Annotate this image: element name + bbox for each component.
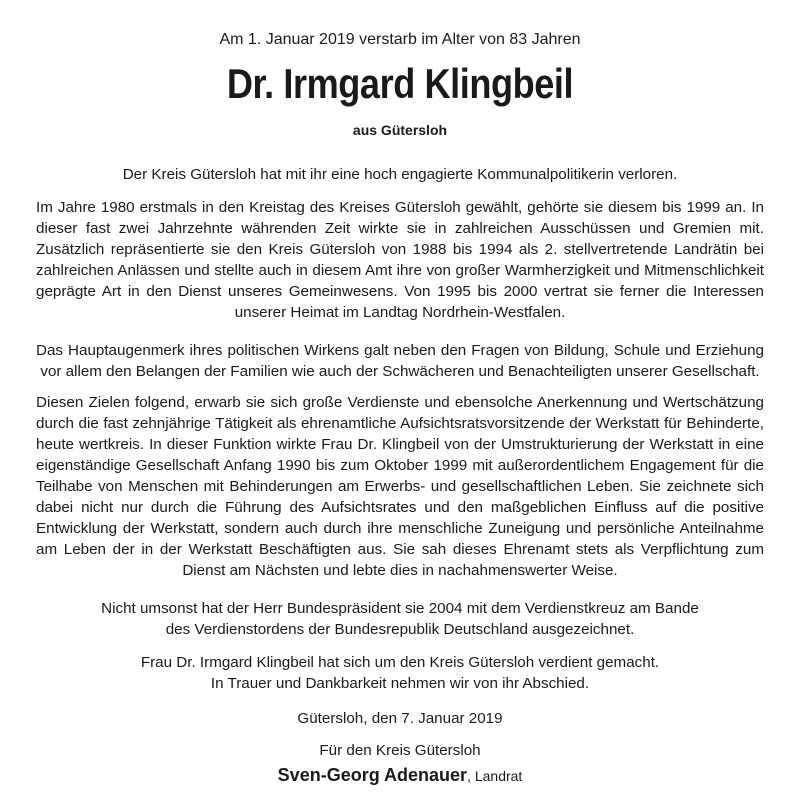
tribute-paragraph-career: Im Jahre 1980 erstmals in den Kreistag des Kreises Gütersloh gewählt, gehörte sie diesem bis 1999 an. In dieser fast zwei Jahrzehnte währenden Zeit wirkte sie in zahlreichen Ausschüssen und Gremien mit. Zusätzlich repräsentierte sie den Kreis Gütersloh von 1988 bis 1994 als 2. stellvertretende Landrätin bei zahlreichen Anlässen und stellte auch in diesem Amt ihre von großer Warmherzigkeit und Mitmenschlichkeit geprägte Art in den Dienst unseres Gemeinwesens. Von 1995 bis 2000 vertrat sie ferner die Interessen unserer Heimat im Landtag Nordrhein-Westfalen. xyxy=(36,199,764,321)
tribute-paragraph-intro: Der Kreis Gütersloh hat mit ihr eine hoch engagierte Kommunalpolitikerin verloren. xyxy=(122,166,678,183)
award-line-1: Nicht umsonst hat der Herr Bundespräsident sie 2004 mit dem Verdienstkreuz am Bande xyxy=(101,600,699,617)
signature-block xyxy=(0,762,800,790)
tribute-paragraph-volunteer: Diesen Zielen folgend, erwarb sie sich große Verdienste und ebensolche Anerkennung und Wertschätzung durch die fast zehnjährige Tätigkeit als ehrenamtliche Aufsichtsratsvorsitzende der Werkstatt für Behinderte, heute wertkreis. In dieser Funktion wirkte Frau Dr. Klingbeil von der Umstrukturierung der Werkstatt in eine eigenständige Gesellschaft Anfang 1990 bis zum Oktober 1999 mit außerordentlichem Engagement für die Teilhabe von Menschen mit Behinderungen am Erwerbs- und gesellschaftlichen Leben. Sie zeichnete sich dabei nicht nur durch die Führung des Aufsichtsrates und den maßgeblichen Einfluss auf die positive Entwicklung der Werkstatt, sondern auch durch ihre menschliche Zuneigung und persönliche Anteilnahme am Leben der in der Werkstatt Beschäftigten aus. Sie sah dieses Ehrenamt stets als Verpflichtung zum Dienst am Nächsten und lebte dies in nachahmenswerter Weise. xyxy=(36,394,764,579)
deceased-name-heading: Dr. Irmgard Klingbeil xyxy=(226,60,574,107)
place-and-date: Gütersloh, den 7. Januar 2019 xyxy=(297,710,503,727)
tribute-paragraph-award xyxy=(36,598,764,640)
death-announcement-line: Am 1. Januar 2019 verstarb im Alter von 83 Jahren xyxy=(219,31,581,48)
tribute-paragraph-farewell xyxy=(36,652,764,694)
farewell-line-1: Frau Dr. Irmgard Klingbeil hat sich um den Kreis Gütersloh verdient gemacht. xyxy=(140,654,660,671)
tribute-paragraph-focus: Das Hauptaugenmerk ihres politischen Wirkens galt neben den Fragen von Bildung, Schule und Erziehung vor allem den Belangen der Familien wie auch der Schwächeren und Benachteiligten unserer Gesellschaft. xyxy=(36,342,764,380)
farewell-line-2: In Trauer und Dankbarkeit nehmen wir von ihr Abschied. xyxy=(210,675,590,692)
closing-line: Für den Kreis Gütersloh xyxy=(319,742,481,759)
signer-title: , Landrat xyxy=(467,768,523,784)
award-line-2: des Verdienstordens der Bundesrepublik Deutschland ausgezeichnet. xyxy=(165,621,635,638)
signer-name: Sven-Georg Adenauer xyxy=(277,765,468,785)
hometown-line: aus Gütersloh xyxy=(352,122,448,138)
